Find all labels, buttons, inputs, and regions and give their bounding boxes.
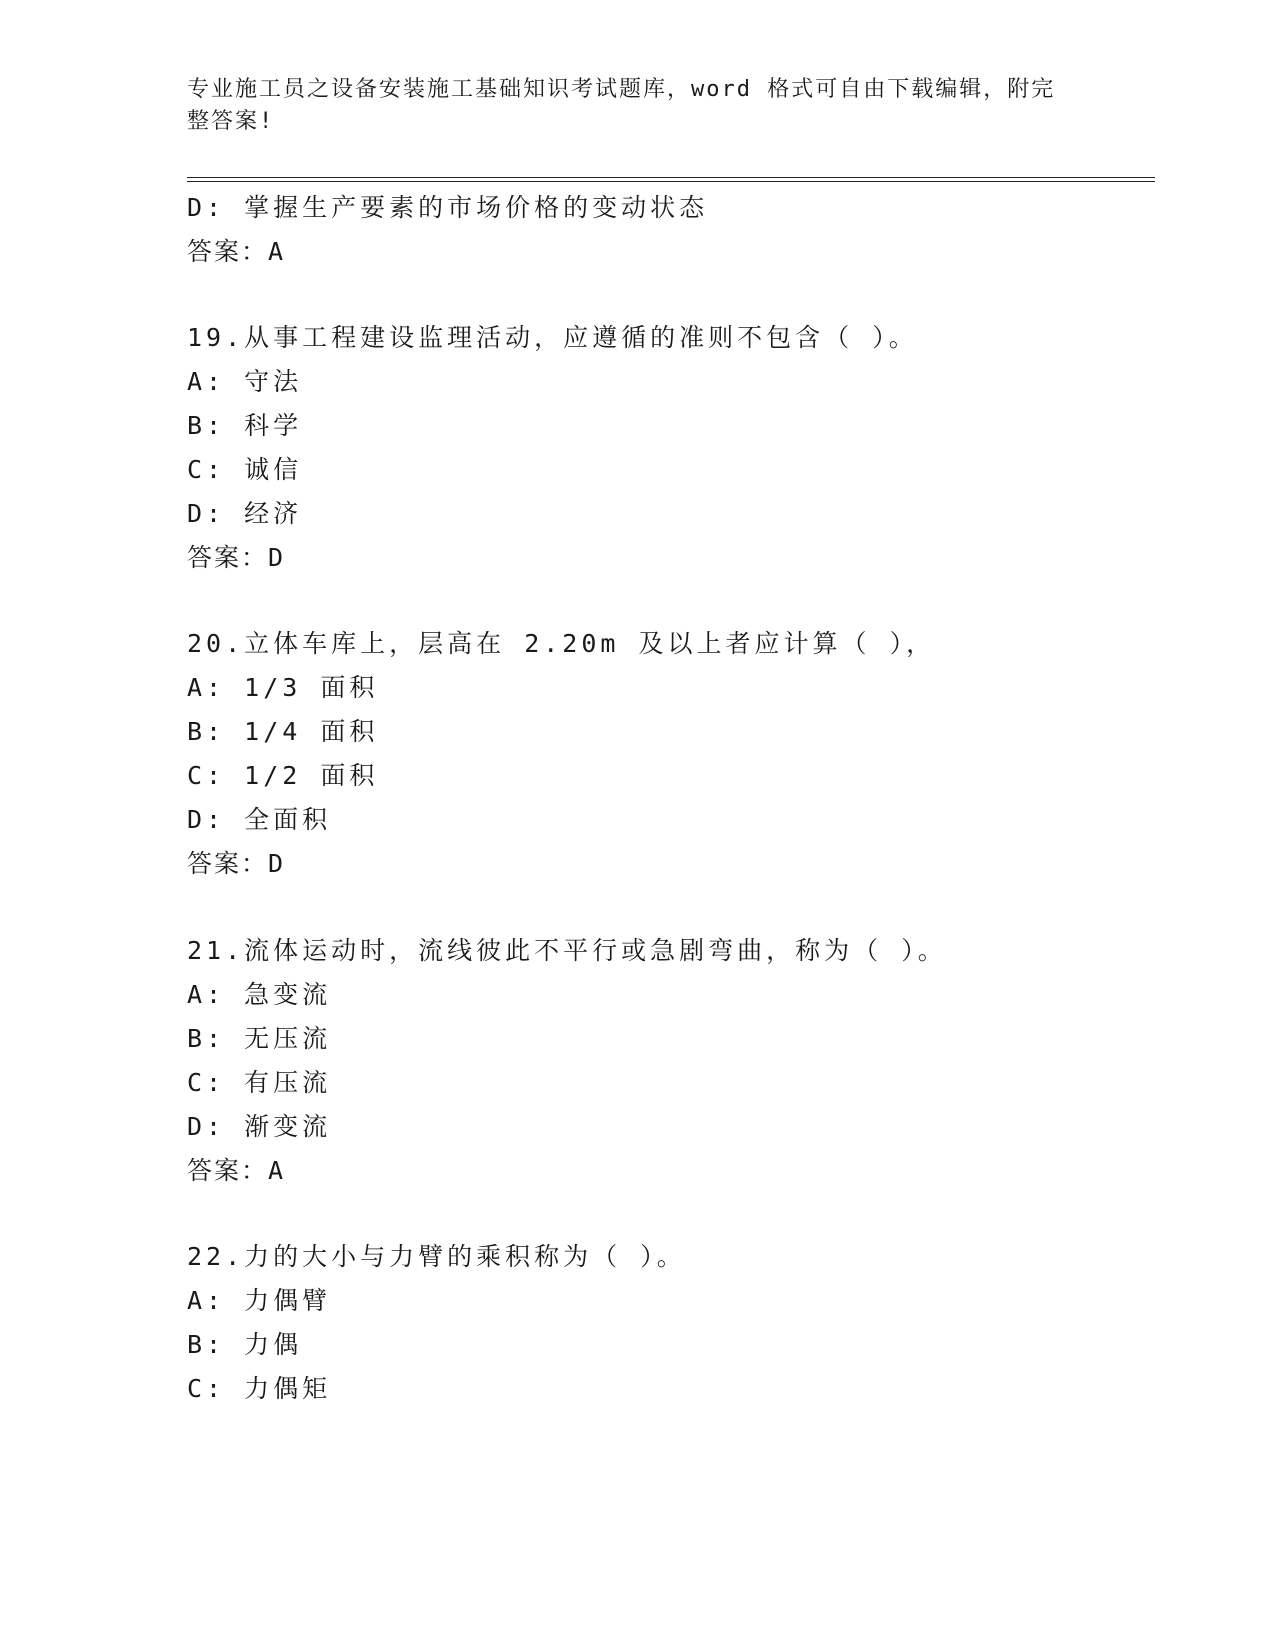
- question-21-option-a: A: 急变流: [187, 980, 332, 1009]
- prev-answer: 答案：A: [187, 237, 286, 266]
- question-22-option-a: A: 力偶臂: [187, 1286, 332, 1315]
- question-20-option-d: D: 全面积: [187, 805, 332, 834]
- question-20-option-c: C: 1/2 面积: [187, 761, 379, 790]
- question-21-option-d: D: 渐变流: [187, 1112, 332, 1141]
- question-20-stem: 20.立体车库上，层高在 2.20m 及以上者应计算（ ），: [187, 629, 936, 658]
- question-19-answer: 答案：D: [187, 543, 286, 572]
- prev-option-d: D: 掌握生产要素的市场价格的变动状态: [187, 193, 709, 222]
- question-20-option-b: B: 1/4 面积: [187, 717, 379, 746]
- question-21-answer: 答案：A: [187, 1156, 286, 1185]
- question-21-option-b: B: 无压流: [187, 1024, 332, 1053]
- question-20-option-a: A: 1/3 面积: [187, 673, 379, 702]
- question-19-option-b: B: 科学: [187, 411, 303, 440]
- question-19-option-a: A: 守法: [187, 367, 303, 396]
- question-21-stem: 21.流体运动时，流线彼此不平行或急剧弯曲，称为（ ）。: [187, 936, 947, 965]
- question-22-option-c: C: 力偶矩: [187, 1374, 332, 1403]
- document-header: [187, 74, 1067, 138]
- question-19-stem: 19.从事工程建设监理活动，应遵循的准则不包含（ ）。: [187, 323, 918, 352]
- header-line-2: 整答案!: [187, 109, 275, 134]
- header-divider-bottom: [187, 181, 1155, 182]
- question-19-option-d: D: 经济: [187, 499, 303, 528]
- question-19-option-c: C: 诚信: [187, 455, 303, 484]
- question-21-option-c: C: 有压流: [187, 1068, 332, 1097]
- question-22-stem: 22.力的大小与力臂的乘积称为（ ）。: [187, 1242, 686, 1271]
- question-22-option-b: B: 力偶: [187, 1330, 303, 1359]
- header-line-1: 专业施工员之设备安装施工基础知识考试题库，word 格式可自由下载编辑，附完: [187, 77, 1056, 102]
- question-20-answer: 答案：D: [187, 849, 286, 878]
- header-divider-top: [187, 177, 1155, 178]
